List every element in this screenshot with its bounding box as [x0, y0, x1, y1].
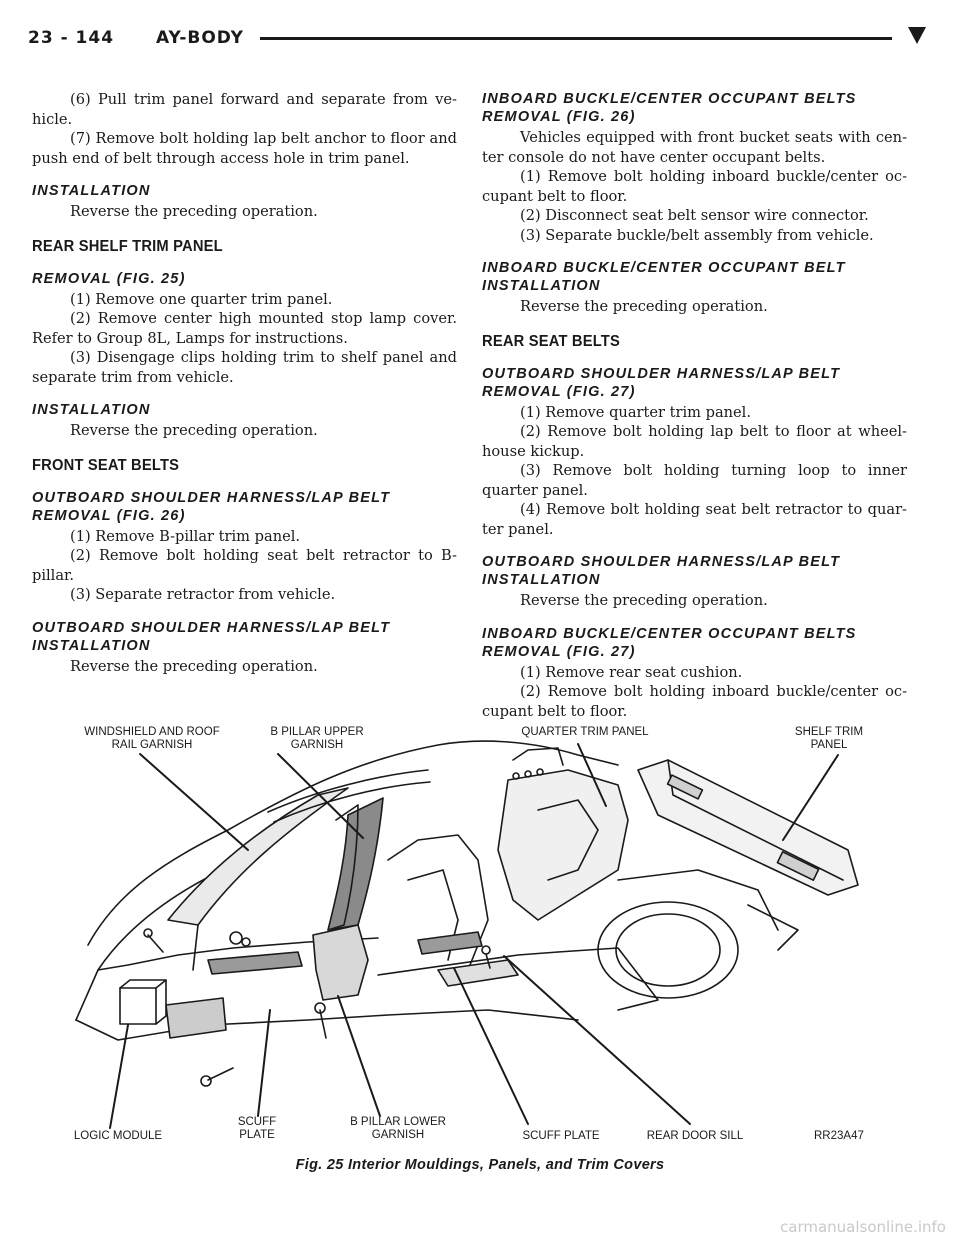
section-heading: REAR SHELF TRIM PANEL	[32, 237, 223, 255]
subsection-heading: INSTALLATION	[32, 183, 151, 199]
body-paragraph: Reverse the preceding operation.	[70, 203, 318, 220]
body-paragraph: (3) Separate buckle/belt assembly from vehicle.	[520, 226, 874, 244]
subsection-heading: INBOARD BUCKLE/CENTER OCCUPANT BELT INSTALLATION	[482, 260, 846, 294]
body-paragraph: Reverse the preceding operation.	[70, 657, 318, 675]
body-paragraph: Reverse the preceding operation.	[70, 422, 318, 439]
callout-shelf-trim-panel: SHELF TRIM PANEL	[794, 726, 864, 751]
body-paragraph: (3) Disengage clips holding trim to shelf panel and separate trim from vehicle.	[32, 349, 457, 386]
right-column	[482, 90, 907, 721]
body-paragraph: (2) Remove bolt holding inboard buckle/center oc-cupant belt to floor.	[482, 683, 907, 720]
body-paragraph: (1) Remove quarter trim panel.	[520, 403, 751, 421]
figure-code: RR23A47	[814, 1130, 864, 1142]
body-paragraph: (2) Remove bolt holding lap belt to floor at wheel-house kickup.	[482, 423, 907, 460]
page-header	[28, 22, 932, 58]
section-heading: FRONT SEAT BELTS	[32, 456, 180, 474]
callout-scuff-plate-rear: SCUFF PLATE	[522, 1130, 600, 1142]
subsection-heading: INBOARD BUCKLE/CENTER OCCUPANT BELTS REMOVAL (FIG. 27)	[482, 625, 857, 660]
section-heading: REAR SEAT BELTS	[482, 332, 620, 350]
body-paragraph: Reverse the preceding operation.	[520, 592, 768, 609]
body-paragraph: Vehicles equipped with front bucket seats with cen-ter console do not have center occupant belts.	[482, 129, 907, 166]
body-paragraph: (2) Remove bolt holding seat belt retractor to B-pillar.	[32, 547, 457, 584]
callout-windshield-garnish: WINDSHIELD AND ROOF RAIL GARNISH	[84, 726, 220, 751]
body-paragraph: (4) Remove bolt holding seat belt retractor to quar-ter panel.	[482, 501, 907, 538]
watermark: carmanualsonline.info	[780, 1218, 946, 1236]
body-paragraph: (1) Remove bolt holding inboard buckle/center oc-cupant belt to floor.	[482, 168, 907, 205]
callout-b-pillar-lower: B PILLAR LOWER GARNISH	[350, 1116, 446, 1141]
subsection-heading: INBOARD BUCKLE/CENTER OCCUPANT BELTS REMOVAL (FIG. 26)	[482, 91, 857, 125]
callout-scuff-plate-front: SCUFF PLATE	[237, 1116, 277, 1141]
subsection-heading: OUTBOARD SHOULDER HARNESS/LAP BELT INSTALLATION	[482, 554, 841, 588]
callout-b-pillar-upper: B PILLAR UPPER GARNISH	[270, 726, 364, 751]
body-paragraph: (7) Remove bolt holding lap belt anchor to floor and push end of belt through access hole in trim panel.	[32, 130, 457, 167]
figure-interior-trim	[58, 720, 908, 1150]
body-paragraph: Reverse the preceding operation.	[520, 298, 768, 315]
subsection-heading: OUTBOARD SHOULDER HARNESS/LAP BELT REMOVAL (FIG. 27)	[482, 365, 841, 400]
callout-quarter-trim-panel: QUARTER TRIM PANEL	[521, 726, 649, 738]
subsection-heading: OUTBOARD SHOULDER HARNESS/LAP BELT REMOVAL (FIG. 26)	[32, 489, 391, 524]
body-paragraph: (2) Disconnect seat belt sensor wire connector.	[520, 207, 869, 224]
body-paragraph: (2) Remove center high mounted stop lamp cover. Refer to Group 8L, Lamps for instructions.	[32, 310, 457, 347]
body-paragraph: (6) Pull trim panel forward and separate from ve-hicle.	[32, 91, 457, 128]
figure-caption: Fig. 25 Interior Mouldings, Panels, and Trim Covers	[295, 1157, 665, 1173]
callout-logic-module: LOGIC MODULE	[73, 1130, 163, 1142]
section-title: AY-BODY	[156, 28, 244, 48]
interior-trim-illustration	[58, 720, 908, 1150]
header-rule	[260, 37, 892, 40]
callout-rear-door-sill: REAR DOOR SILL	[646, 1130, 744, 1142]
page-number: 23 - 144	[28, 28, 115, 48]
downward-triangle-icon	[906, 24, 928, 46]
body-paragraph: (1) Remove B-pillar trim panel.	[70, 527, 301, 545]
left-column	[32, 90, 457, 676]
body-paragraph: (1) Remove one quarter trim panel.	[70, 290, 333, 308]
body-paragraph: (3) Remove bolt holding turning loop to inner quarter panel.	[482, 462, 907, 499]
subsection-heading: REMOVAL (FIG. 25)	[32, 270, 186, 287]
body-paragraph: (3) Separate retractor from vehicle.	[70, 586, 336, 603]
subsection-heading: OUTBOARD SHOULDER HARNESS/LAP BELT INSTALLATION	[32, 619, 391, 654]
subsection-heading: INSTALLATION	[32, 402, 151, 418]
body-paragraph: (1) Remove rear seat cushion.	[520, 663, 743, 681]
